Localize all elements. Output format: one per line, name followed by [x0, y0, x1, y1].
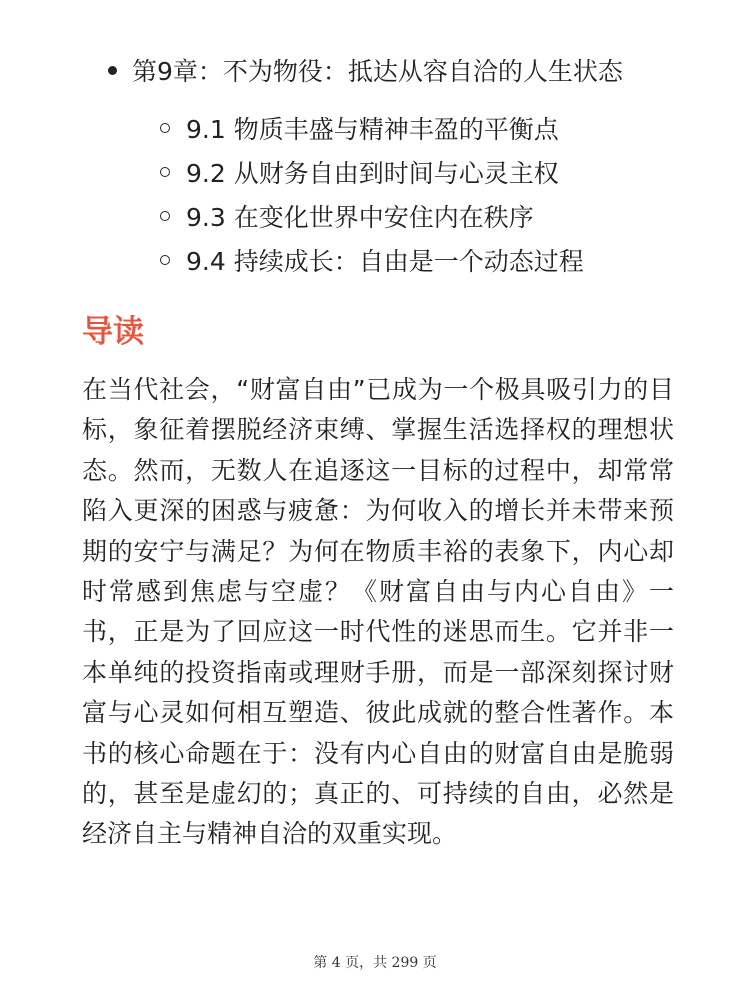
intro-paragraph: 在当代社会，“财富自由”已成为一个极具吸引力的目标，象征着摆脱经济束缚、掌握生活选择权的理想状态。然而，无数人在追逐这一目标的过程中，却常常陷入更深的困惑与疲惫：为何收入的增长并未带来预期的安宁与满足？为何在物质丰裕的表象下，内心却时常感到焦虑与空虚？《财富自由与内心自由》一书，正是为了回应这一时代性的迷思而生。它并非一本单纯的投资指南或理财手册，而是一部深刻探讨财富与心灵如何相互塑造、彼此成就的整合性著作。本书的核心命题在于：没有内心自由的财富自由是脆弱的，甚至是虚幻的；真正的、可持续的自由，必然是经济自主与精神自洽的双重实现。 [82, 375, 674, 849]
bullet-circle-icon [160, 211, 170, 221]
chapter-title: 第9章：不为物役：抵达从容自洽的人生状态 [132, 57, 623, 86]
section-list [160, 108, 584, 284]
section-title: 9.3 在变化世界中安住内在秩序 [186, 203, 534, 232]
section-item [160, 108, 584, 152]
section-title: 9.4 持续成长：自由是一个动态过程 [186, 247, 584, 276]
bullet-circle-icon [160, 123, 170, 133]
intro-heading: 导读 [82, 314, 144, 350]
section-item [160, 240, 584, 284]
bullet-circle-icon [160, 255, 170, 265]
section-item [160, 196, 584, 240]
bullet-circle-icon [160, 167, 170, 177]
section-title: 9.1 物质丰盛与精神丰盈的平衡点 [186, 115, 559, 144]
bullet-disc-icon [108, 66, 117, 75]
section-item [160, 152, 584, 196]
page-number: 第 4 页，共 299 页 [313, 955, 437, 971]
chapter-item [108, 54, 623, 90]
section-title: 9.2 从财务自由到时间与心灵主权 [186, 159, 559, 188]
